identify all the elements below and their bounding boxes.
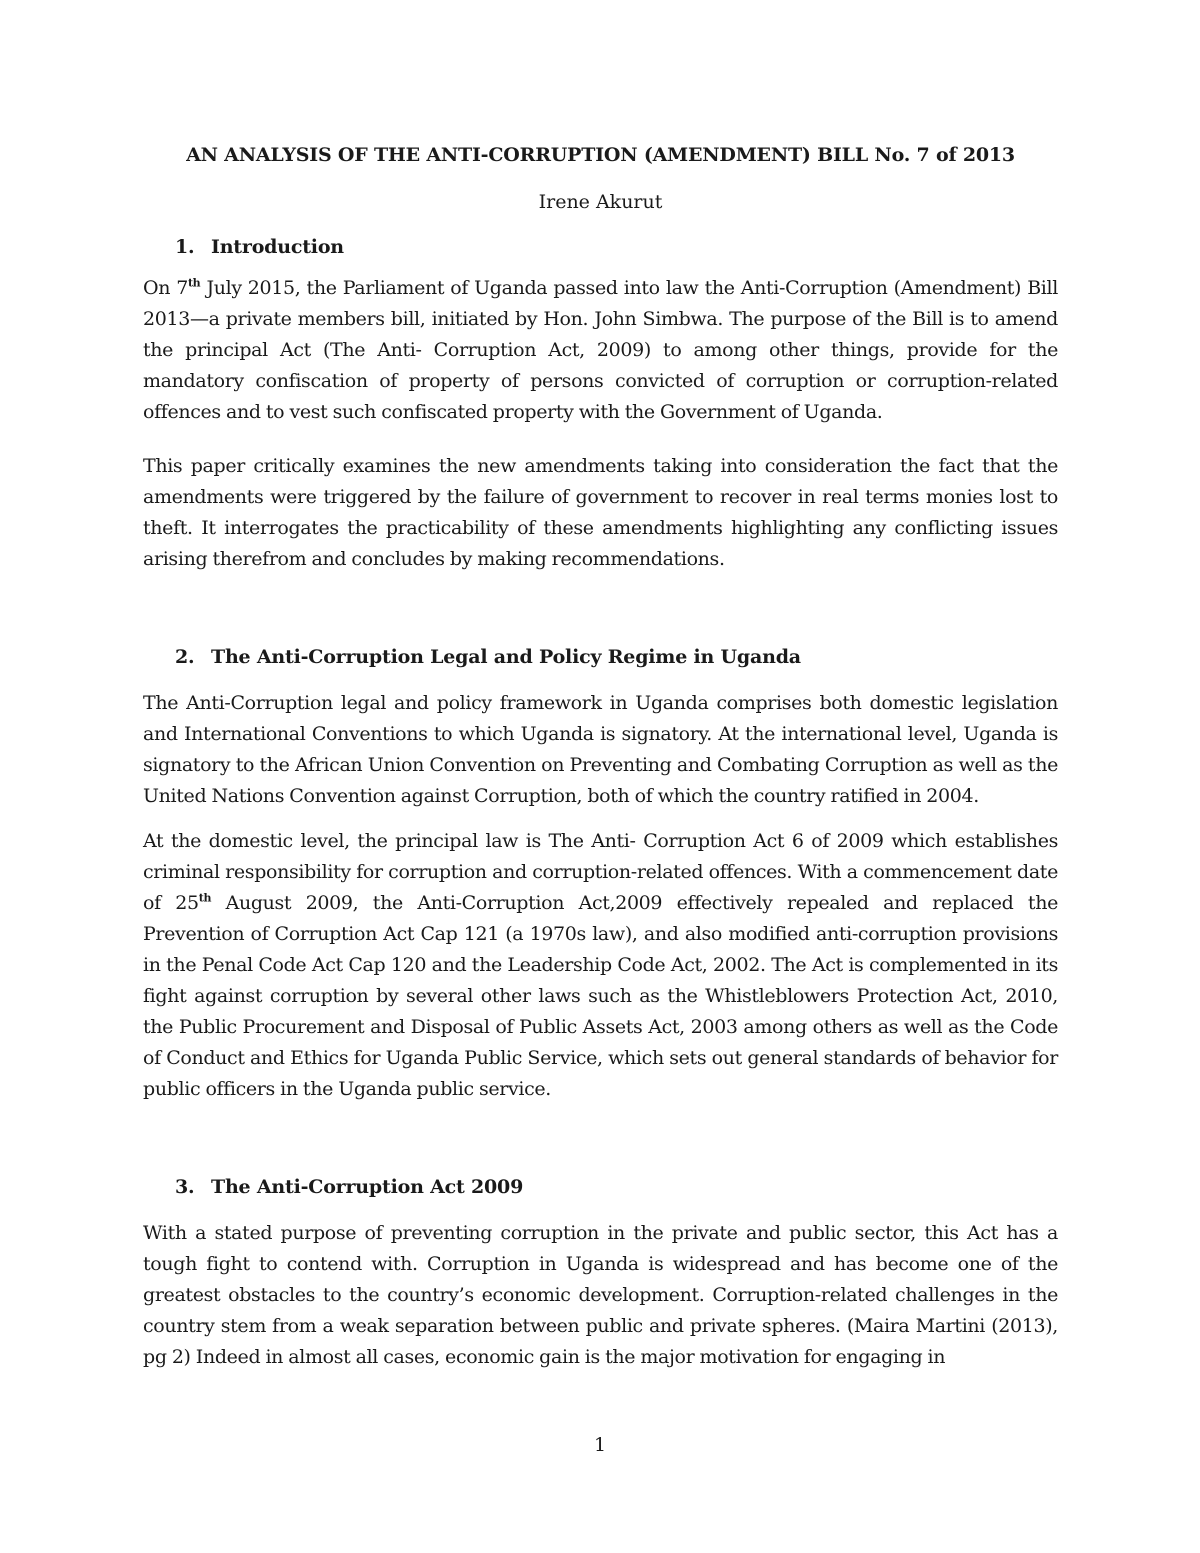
paragraph-text: At the domestic level, the principal law is The Anti- Corruption Act 6 of 2009 which establishes criminal responsibility for corruption and corruption-related offences. With a commencement date of 25 (143, 830, 1058, 914)
section-heading-legal-policy-regime (143, 642, 1058, 673)
section-number: 1. (175, 236, 195, 258)
document-title: AN ANALYSIS OF THE ANTI-CORRUPTION (AMENDMENT) BILL No. 7 of 2013 (186, 144, 1015, 166)
paragraph-text: August 2009, the Anti-Corruption Act,2009 effectively repealed and replaced the Prevention of Corruption Act Cap 121 (a 1970s law), and also modified anti-corruption provisions in the Penal Code Act Cap 120 and the Leadership Code Act, 2002. The Act is complemented in its fight against corruption by several other laws such as the Whistleblowers Protection Act, 2010, the Public Procurement and Disposal of Public Assets Act, 2003 among others as well as the Code of Conduct and Ethics for Uganda Public Service, which sets out general standards of behavior for public officers in the Uganda public service. (143, 892, 1058, 1100)
section-number: 2. (175, 646, 195, 668)
page-number: 1 (593, 1434, 607, 1456)
paragraph (143, 273, 1058, 428)
author-name: Irene Akurut (538, 191, 663, 213)
section-heading-anti-corruption-act (143, 1172, 1058, 1203)
paragraph (143, 826, 1058, 1105)
section-heading-introduction (143, 232, 1058, 263)
document-body (143, 140, 1058, 1373)
section-title: Introduction (211, 236, 344, 258)
paragraph: The Anti-Corruption legal and policy framework in Uganda comprises both domestic legislation and International Conventions to which Uganda is signatory. At the international level, Uganda is signatory to the African Union Convention on Preventing and Combating Corruption as well as the United Nations Convention against Corruption, both of which the country ratified in 2004. (143, 692, 1058, 807)
section-title: The Anti-Corruption Act 2009 (211, 1176, 524, 1198)
paragraph-text: On 7 (143, 277, 188, 299)
paragraph: This paper critically examines the new amendments taking into consideration the fact that the amendments were triggered by the failure of government to recover in real terms monies lost to theft. It interrogates the practicability of these amendments highlighting any conflicting issues arising therefrom and concludes by making recommendations. (143, 455, 1058, 570)
paragraph: With a stated purpose of preventing corruption in the private and public sector, this Act has a tough fight to contend with. Corruption in Uganda is widespread and has become one of the greatest obstacles to the country’s economic development. Corruption-related challenges in the country stem from a weak separation between public and private spheres. (Maira Martini (2013), pg 2) Indeed in almost all cases, economic gain is the major motivation for engaging in (143, 1222, 1058, 1368)
section-number: 3. (175, 1176, 195, 1198)
paragraph-text: July 2015, the Parliament of Uganda passed into law the Anti-Corruption (Amendment) Bill 2013—a private members bill, initiated by Hon. John Simbwa. The purpose of the Bill is to amend the principal Act (The Anti- Corruption Act, 2009) to among other things, provide for the mandatory confiscation of property of persons convicted of corruption or corruption-related offences and to vest such confiscated property with the Government of Uganda. (143, 277, 1058, 423)
section-title: The Anti-Corruption Legal and Policy Regime in Uganda (211, 646, 801, 668)
ordinal-superscript: th (187, 276, 201, 290)
ordinal-superscript: th (198, 891, 212, 905)
